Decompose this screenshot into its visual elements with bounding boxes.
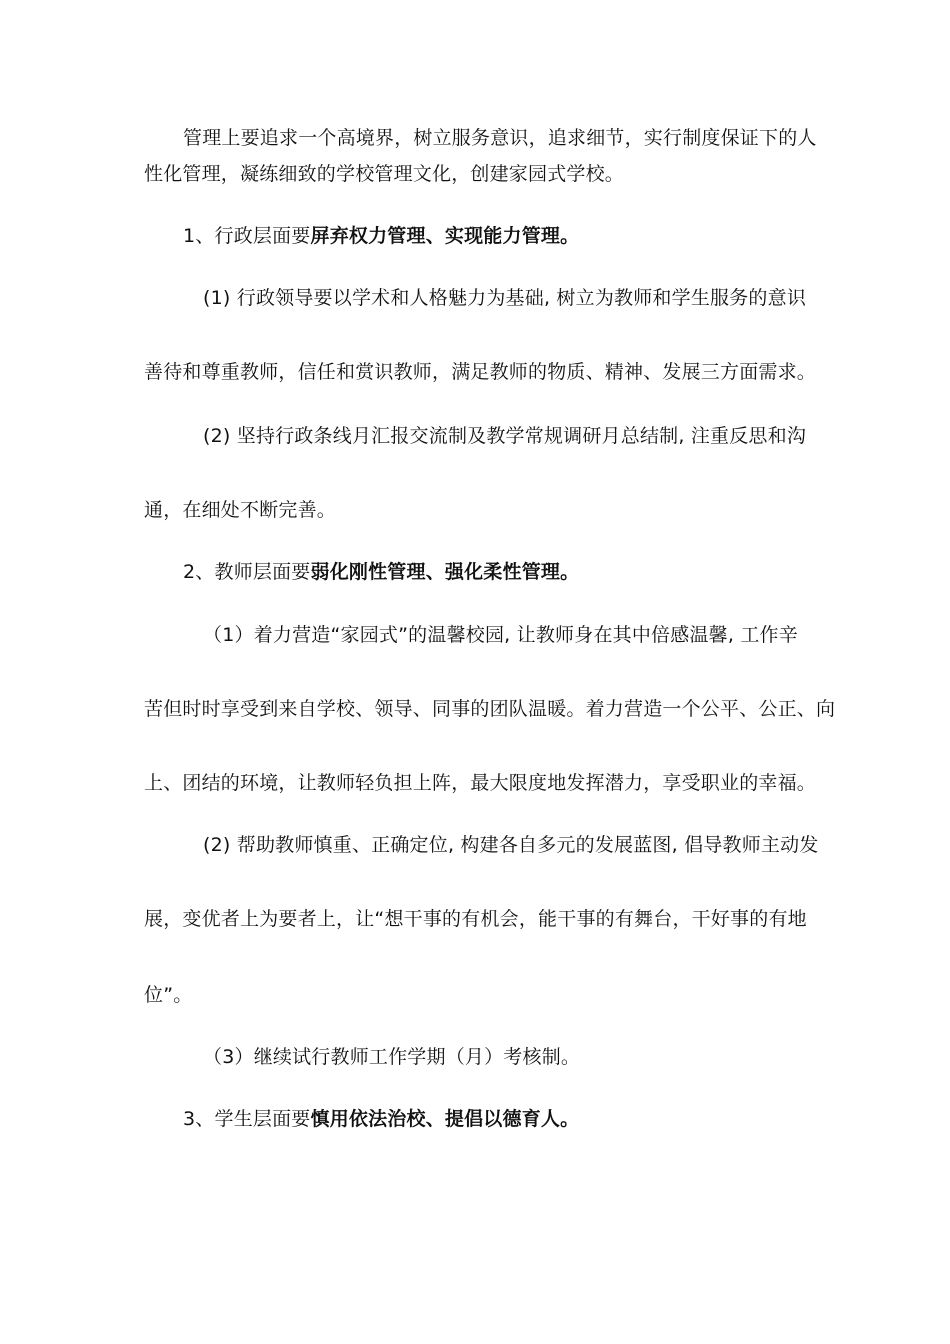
section-2-item-1-line-3: 上、团结的环境，让教师轻负担上阵，最大限度地发挥潜力，享受职业的幸福。 <box>144 772 817 794</box>
section-3-heading-prefix: 3、学生层面要 <box>183 1108 311 1130</box>
intro-paragraph-line-2: 性化管理，凝练细致的学校管理文化，创建家园式学校。 <box>144 163 625 185</box>
section-1-item-1-line-2: 善待和尊重教师，信任和赏识教师，满足教师的物质、精神、发展三方面需求。 <box>144 361 817 383</box>
intro-paragraph-line-1: 管理上要追求一个高境界，树立服务意识，追求细节，实行制度保证下的人 <box>183 127 817 149</box>
section-1-heading-emphasis: 屏弃权力管理、实现能力管理。 <box>310 225 580 247</box>
section-1-heading <box>183 224 579 248</box>
section-2-item-3-line-1: （3）继续试行教师工作学期（月）考核制。 <box>203 1046 581 1068</box>
section-2-item-1-line-1: （1）着力营造“家园式”的温馨校园, 让教师身在其中倍感温馨, 工作辛 <box>203 624 798 646</box>
section-2-heading-emphasis: 弱化刚性管理、强化柔性管理。 <box>310 561 580 583</box>
section-2-heading-prefix: 2、教师层面要 <box>183 561 311 583</box>
section-1-item-1-line-1: (1) 行政领导要以学术和人格魅力为基础, 树立为教师和学生服务的意识 <box>203 287 807 309</box>
section-1-item-2-line-2: 通，在细处不断完善。 <box>144 499 337 521</box>
section-1-item-2-line-1: (2) 坚持行政条线月汇报交流制及教学常规调研月总结制, 注重反思和沟 <box>203 425 807 447</box>
section-2-item-2-line-1: (2) 帮助教师慎重、正确定位, 构建各自多元的发展蓝图, 倡导教师主动发 <box>203 834 819 856</box>
section-2-item-2-line-3: 位”。 <box>144 984 193 1006</box>
section-2-item-2-line-2: 展，变优者上为要者上，让“想干事的有机会，能干事的有舞台，干好事的有地 <box>144 908 807 930</box>
section-2-heading <box>183 560 579 584</box>
section-1-heading-prefix: 1、行政层面要 <box>183 225 311 247</box>
section-3-heading-emphasis: 慎用依法治校、提倡以德育人。 <box>310 1108 580 1130</box>
section-2-item-1-line-2: 苦但时时享受到来自学校、领导、同事的团队温暖。着力营造一个公平、公正、向 <box>144 698 836 720</box>
section-3-heading <box>183 1107 579 1131</box>
